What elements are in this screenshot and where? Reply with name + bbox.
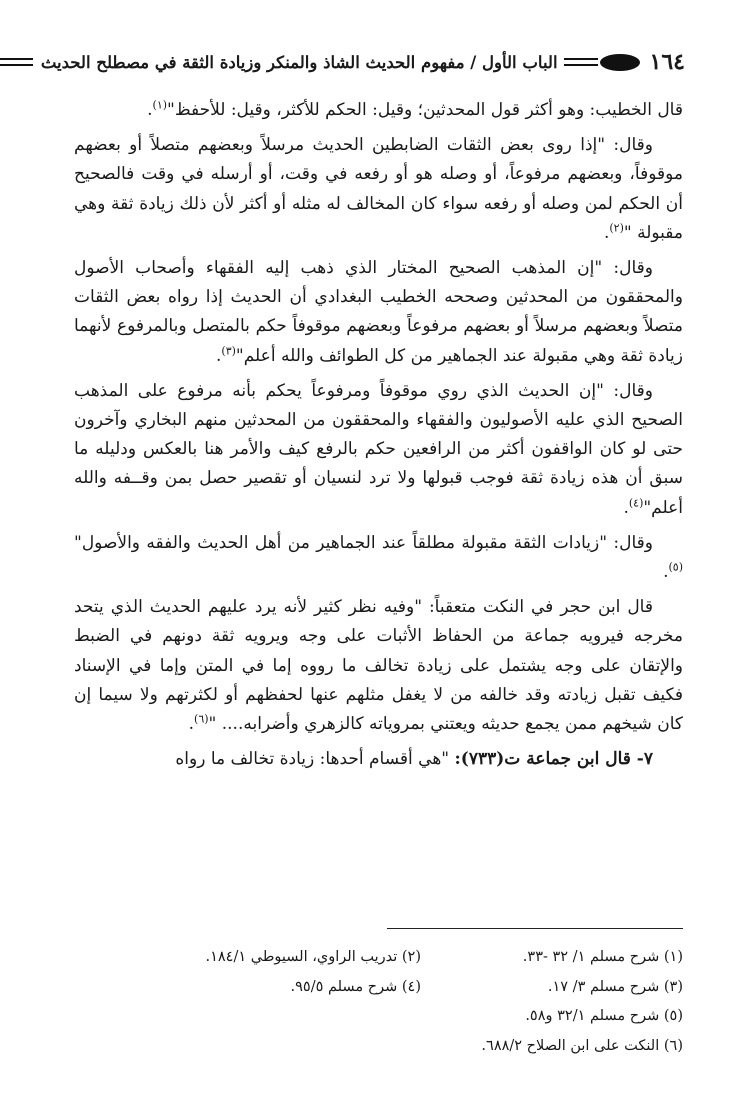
page-header [40, 44, 685, 80]
paragraph: وقال: "زيادات الثقة مقبولة مطلقاً عند الجماهير من أهل الحديث والفقه والأصول"$^{(٥)}$. [74, 532, 683, 583]
chapter-title: الباب الأول / مفهوم الحديث الشاذ والمنكر وزيادة الثقة في مصطلح الحديث [40, 52, 558, 72]
footnote-row [74, 943, 683, 973]
footnote-row [74, 1032, 683, 1062]
footnote-ref: (٥) [668, 560, 683, 574]
paragraph: وقال: "إن الحديث الذي روي موقوفاً ومرفوعاً يحكم بأنه مرفوع على المذهب الصحيح الذي عليه الأصوليون والفقهاء والمحققون من المحدثين منهم البخاري وآخرون حتى لو كان الواقفون أكثر من الرافعين حكم بالرفع كيف والأمر هنا بالعكس ودليله ما سبق أن هذه زيادة ثقة فوجب قبولها ولا ترد لنسيان أو تقصير حصل بمن وقــفه والله أعلم"$^{(٤)}$. [74, 380, 683, 518]
footnote-2: (٢) تدريب الراوي، السيوطي ١٨٤/١. [205, 949, 421, 965]
footnote-5: (٥) شرح مسلم ٣٢/١ و٥٨. [525, 1008, 683, 1024]
paragraph: قال ابن حجر في النكت متعقباً: "وفيه نظر كثير لأنه يرد عليهم الحديث الذي يتحد مخرجه فيرويه جماعة من الحفاظ الأثبات على وجه ويرويه ثقة دونهم في الضبط والإتقان على وجه يشتمل على زيادة تخالف ما رووه إما في المتن وإما في الإسناد فكيف تقبل زيادته وقد خالفه من لا يغفل مثلهم عنها لحفظهم أو لكثرتهم ولا سيما إن كان شيخهم ممن يجمع حديثه ويعتني بمروياته كالزهري وأضرابه.... "$^{(٦)}$. [74, 597, 683, 735]
footnote-4: (٤) شرح مسلم ٩٥/٥. [290, 978, 421, 995]
header-ornament-icon [600, 54, 640, 71]
footnotes [74, 943, 683, 1061]
paragraph: قال الخطيب: وهو أكثر قول المحدثين؛ وقيل: الحكم للأكثر، وقيل: للأحفظ"$^{(١)}$. [147, 98, 683, 120]
header-rule-end [0, 58, 33, 66]
footnote-ref: (١) [152, 98, 168, 112]
paragraph: وقال: "إن المذهب الصحيح المختار الذي ذهب إليه الفقهاء وأصحاب الأصول والمحققون من المحدثين وصححه الخطيب البغدادي أن الحديث إذا رواه بعض الثقات متصلاً وبعضهم مرسلاً أو بعضهم مرفوعاً وبعضهم موقوفاً حكم بالمتصل وبالمرفوع لأنهما زيادة ثقة وهي مقبولة عند الجماهير من كل الطوائف والله أعلم"$^{(٣)}$. [74, 258, 683, 366]
footnote-3: (٣) شرح مسلم ٣/ ١٧. [547, 978, 683, 995]
footnote-ref: (٢) [609, 221, 624, 235]
main-text [74, 96, 683, 780]
page-number: ١٦٤ [649, 49, 685, 75]
paragraph: ٧- قال ابن جماعة ت(٧٣٣): "هي أقسام أحدها: زيادة تخالف ما رواه [175, 749, 653, 770]
footnote-ref: (٦) [194, 712, 209, 726]
footnote-1: (١) شرح مسلم ١/ ٣٢ -٣٣. [522, 949, 683, 965]
footnote-6: (٦) النكت على ابن الصلاح ٦٨٨/٢. [481, 1037, 683, 1054]
section-label: ٧- قال ابن جماعة ت(٧٣٣): [454, 749, 653, 770]
footnote-row [74, 1002, 683, 1032]
footnote-ref: (٤) [628, 495, 644, 509]
footnote-separator [387, 928, 683, 929]
header-rule [564, 58, 598, 66]
footnote-row [74, 973, 683, 1003]
paragraph: وقال: "إذا روى بعض الثقات الضابطين الحديث مرسلاً وبعضهم متصلاً أو بعضهم موقوفاً، وبعضهم مرفوعاً، أو وصله هو أو رفعه في وقت، أو أرسله في وقت فالصحيح أن الحكم لمن وصله أو رفعه سواء كان المخالف له مثله أو أكثر لأن ذلك زيادة ثقة وهي مقبولة "$^{(٢)}$. [74, 135, 683, 243]
footnote-ref: (٣) [221, 343, 236, 357]
